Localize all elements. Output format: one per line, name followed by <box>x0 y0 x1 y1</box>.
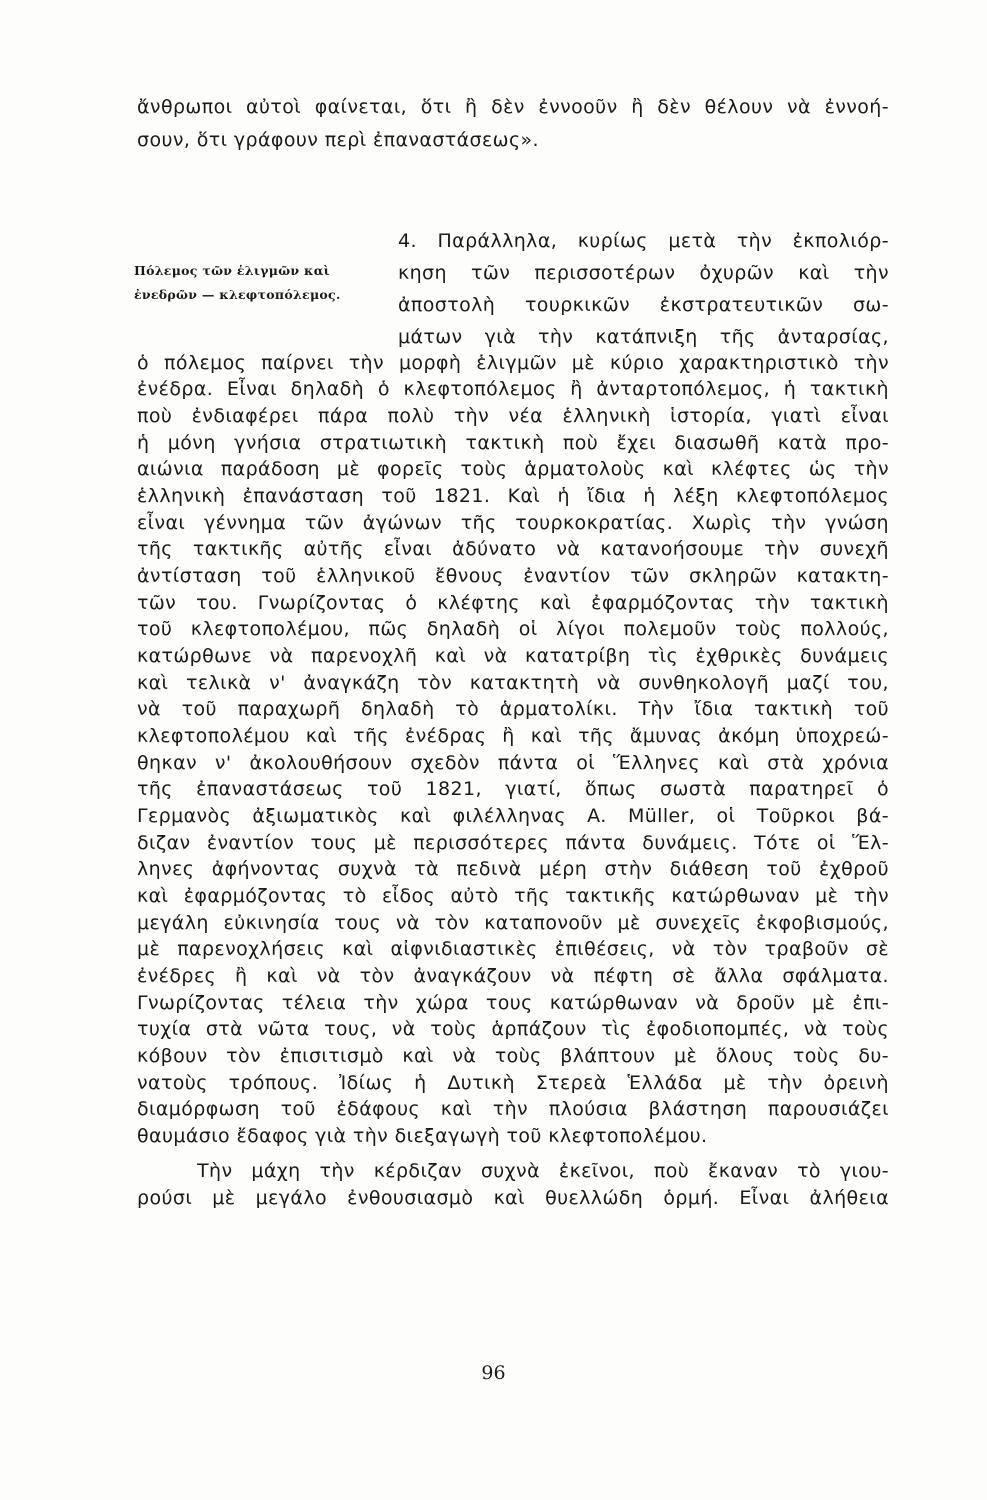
side-note-line: Πόλεμος τῶν ἑλιγμῶν καὶ <box>134 263 330 278</box>
text-line: τοῦ κλεφτοπολέμου, πῶς δηλαδὴ οἱ λίγοι πολεμοῦν τοὺς πολλούς, <box>137 618 889 640</box>
text-line: ἡ μόνη γνήσια στρατιωτικὴ τακτικὴ ποὺ ἔχει διασωθῆ κατὰ προ- <box>137 432 889 454</box>
text-line: θαυμάσιο ἔδαφος γιὰ τὴν διεξαγωγὴ τοῦ κλεφτοπολέμου. <box>137 1125 708 1147</box>
text-line: εἶναι γέννημα τῶν ἀγώνων τῆς τουρκοκρατίας. Χωρὶς τὴν γνώση <box>137 512 889 534</box>
text-line: μεγάλη εὐκινησία τους νὰ τὸν καταπονοῦν μὲ συνεχεῖς ἐκφοβισμούς, <box>137 912 889 934</box>
text-line: διζαν ἐναντίον τους μὲ περισσότερες πάντα δυνάμεις. Τότε οἱ Ἕλ- <box>137 832 889 854</box>
text-line: αιώνια παράδοση μὲ φορεῖς τοὺς ἁρματολοὺς καὶ κλέφτες ὡς τὴν <box>137 458 889 480</box>
text-line: νὰ τοῦ παραχωρῆ δηλαδὴ τὸ ἁρματολίκι. Τὴν ἴδια τακτικὴ τοῦ <box>137 698 889 720</box>
text-line: ἀποστολὴ τουρκικῶν ἐκστρατευτικῶν σω- <box>398 294 889 316</box>
text-line: διαμόρφωση τοῦ ἐδάφους καὶ τὴν πλούσια βλάστηση παρουσιάζει <box>137 1098 889 1120</box>
text-line: μὲ παρενοχλήσεις καὶ αἰφνιδιαστικὲς ἐπιθέσεις, νὰ τὸν τραβοῦν σὲ <box>137 938 889 960</box>
side-note-line: ἐνεδρῶν — κλεφτοπόλεμος. <box>134 287 341 302</box>
text-line: σουν, ὅτι γράφουν περὶ ἐπαναστάσεως». <box>137 129 539 151</box>
text-line: ἀντίσταση τοῦ ἑλληνικοῦ ἔθνους ἐναντίον τῶν σκληρῶν κατακτη- <box>137 565 889 587</box>
text-line: ποὺ ἐνδιαφέρει πάρα πολὺ τὴν νέα ἑλληνικὴ ἱστορία, γιατὶ εἶναι <box>137 405 889 427</box>
text-line: μάτων γιὰ τὴν κατάπνιξη τῆς ἀνταρσίας, <box>398 326 889 348</box>
text-line: κλεφτοπολέμου καὶ τῆς ἐνέδρας ἢ καὶ τῆς ἄμυνας ἀκόμη ὑποχρεώ- <box>137 725 889 747</box>
text-line: κηση τῶν περισσοτέρων ὀχυρῶν καὶ τὴν <box>398 262 889 284</box>
text-line: ἑλληνικὴ ἐπανάσταση τοῦ 1821. Καὶ ἡ ἴδια ἡ λέξη κλεφτοπόλεμος <box>137 485 889 507</box>
page-number: 96 <box>481 1362 506 1384</box>
text-line: Τὴν μάχη τὴν κέρδιζαν συχνὰ ἐκεῖνοι, ποὺ ἔκαναν τὸ γιου- <box>197 1160 889 1182</box>
text-line: ἐνέδρα. Εἶναι δηλαδὴ ὁ κλεφτοπόλεμος ἢ ἀνταρτοπόλεμος, ἡ τακτικὴ <box>137 378 889 400</box>
text-line: τῆς ἐπαναστάσεως τοῦ 1821, γιατί, ὅπως σωστὰ παρατηρεῖ ὁ <box>137 778 889 800</box>
section-heading-line: 4. Παράλληλα, κυρίως μετὰ τὴν ἐκπολιόρ- <box>398 230 889 252</box>
text-line: νατοὺς τρόπους. Ἰδίως ἡ Δυτικὴ Στερεὰ Ἑλλάδα μὲ τὴν ὀρεινὴ <box>137 1072 889 1094</box>
text-line: κατώρθωνε νὰ παρενοχλῆ καὶ νὰ κατατρίβη τὶς ἐχθρικὲς δυνάμεις <box>137 645 889 667</box>
text-line: τῶν του. Γνωρίζοντας ὁ κλέφτης καὶ ἐφαρμόζοντας τὴν τακτικὴ <box>137 592 889 614</box>
text-line: Γνωρίζοντας τέλεια τὴν χώρα τους κατώρθωναν νὰ δροῦν μὲ ἐπι- <box>137 992 889 1014</box>
text-line: κόβουν τὸν ἐπισιτισμὸ καὶ νὰ τοὺς βλάπτουν μὲ ὅλους τοὺς δυ- <box>137 1045 889 1067</box>
text-line: Γερμανὸς ἀξιωματικὸς καὶ φιλέλληνας A. Müller, οἱ Τοῦρκοι βά- <box>137 805 889 827</box>
text-line: καὶ ἐφαρμόζοντας τὸ εἶδος αὐτὸ τῆς τακτικῆς κατώρθωναν μὲ τὴν <box>137 885 889 907</box>
text-line: ἄνθρωποι αὐτοὶ φαίνεται, ὅτι ἢ δὲν ἐννοοῦν ἢ δὲν θέλουν νὰ ἐννοή- <box>137 96 889 118</box>
text-line: ρούσι μὲ μεγάλο ἐνθουσιασμὸ καὶ θυελλώδη ὁρμή. Εἶναι ἀλήθεια <box>137 1187 889 1209</box>
text-line: καὶ τελικὰ ν' ἀναγκάζη τὸν κατακτητὴ νὰ συνθηκολογῆ μαζί του, <box>137 672 889 694</box>
text-line: τυχία στὰ νῶτα τους, νὰ τοὺς ἁρπάζουν τὶς ἐφοδιοπομπές, νὰ τοὺς <box>137 1018 889 1040</box>
text-line: ληνες ἀφήνοντας συχνὰ τὰ πεδινὰ μέρη στὴν διάθεση τοῦ ἐχθροῦ <box>137 858 889 880</box>
text-line: τῆς τακτικῆς αὐτῆς εἶναι ἀδύνατο νὰ κατανοήσουμε τὴν συνεχῆ <box>137 538 889 560</box>
text-line: ὁ πόλεμος παίρνει τὴν μορφὴ ἑλιγμῶν μὲ κύριο χαρακτηριστικὸ τὴν <box>137 352 889 374</box>
text-line: θηκαν ν' ἀκολουθήσουν σχεδὸν πάντα οἱ Ἕλληνες καὶ στὰ χρόνια <box>137 752 889 774</box>
text-line: ἐνέδρες ἢ καὶ νὰ τὸν ἀναγκάζουν νὰ πέφτη σὲ ἄλλα σφάλματα. <box>137 965 889 987</box>
